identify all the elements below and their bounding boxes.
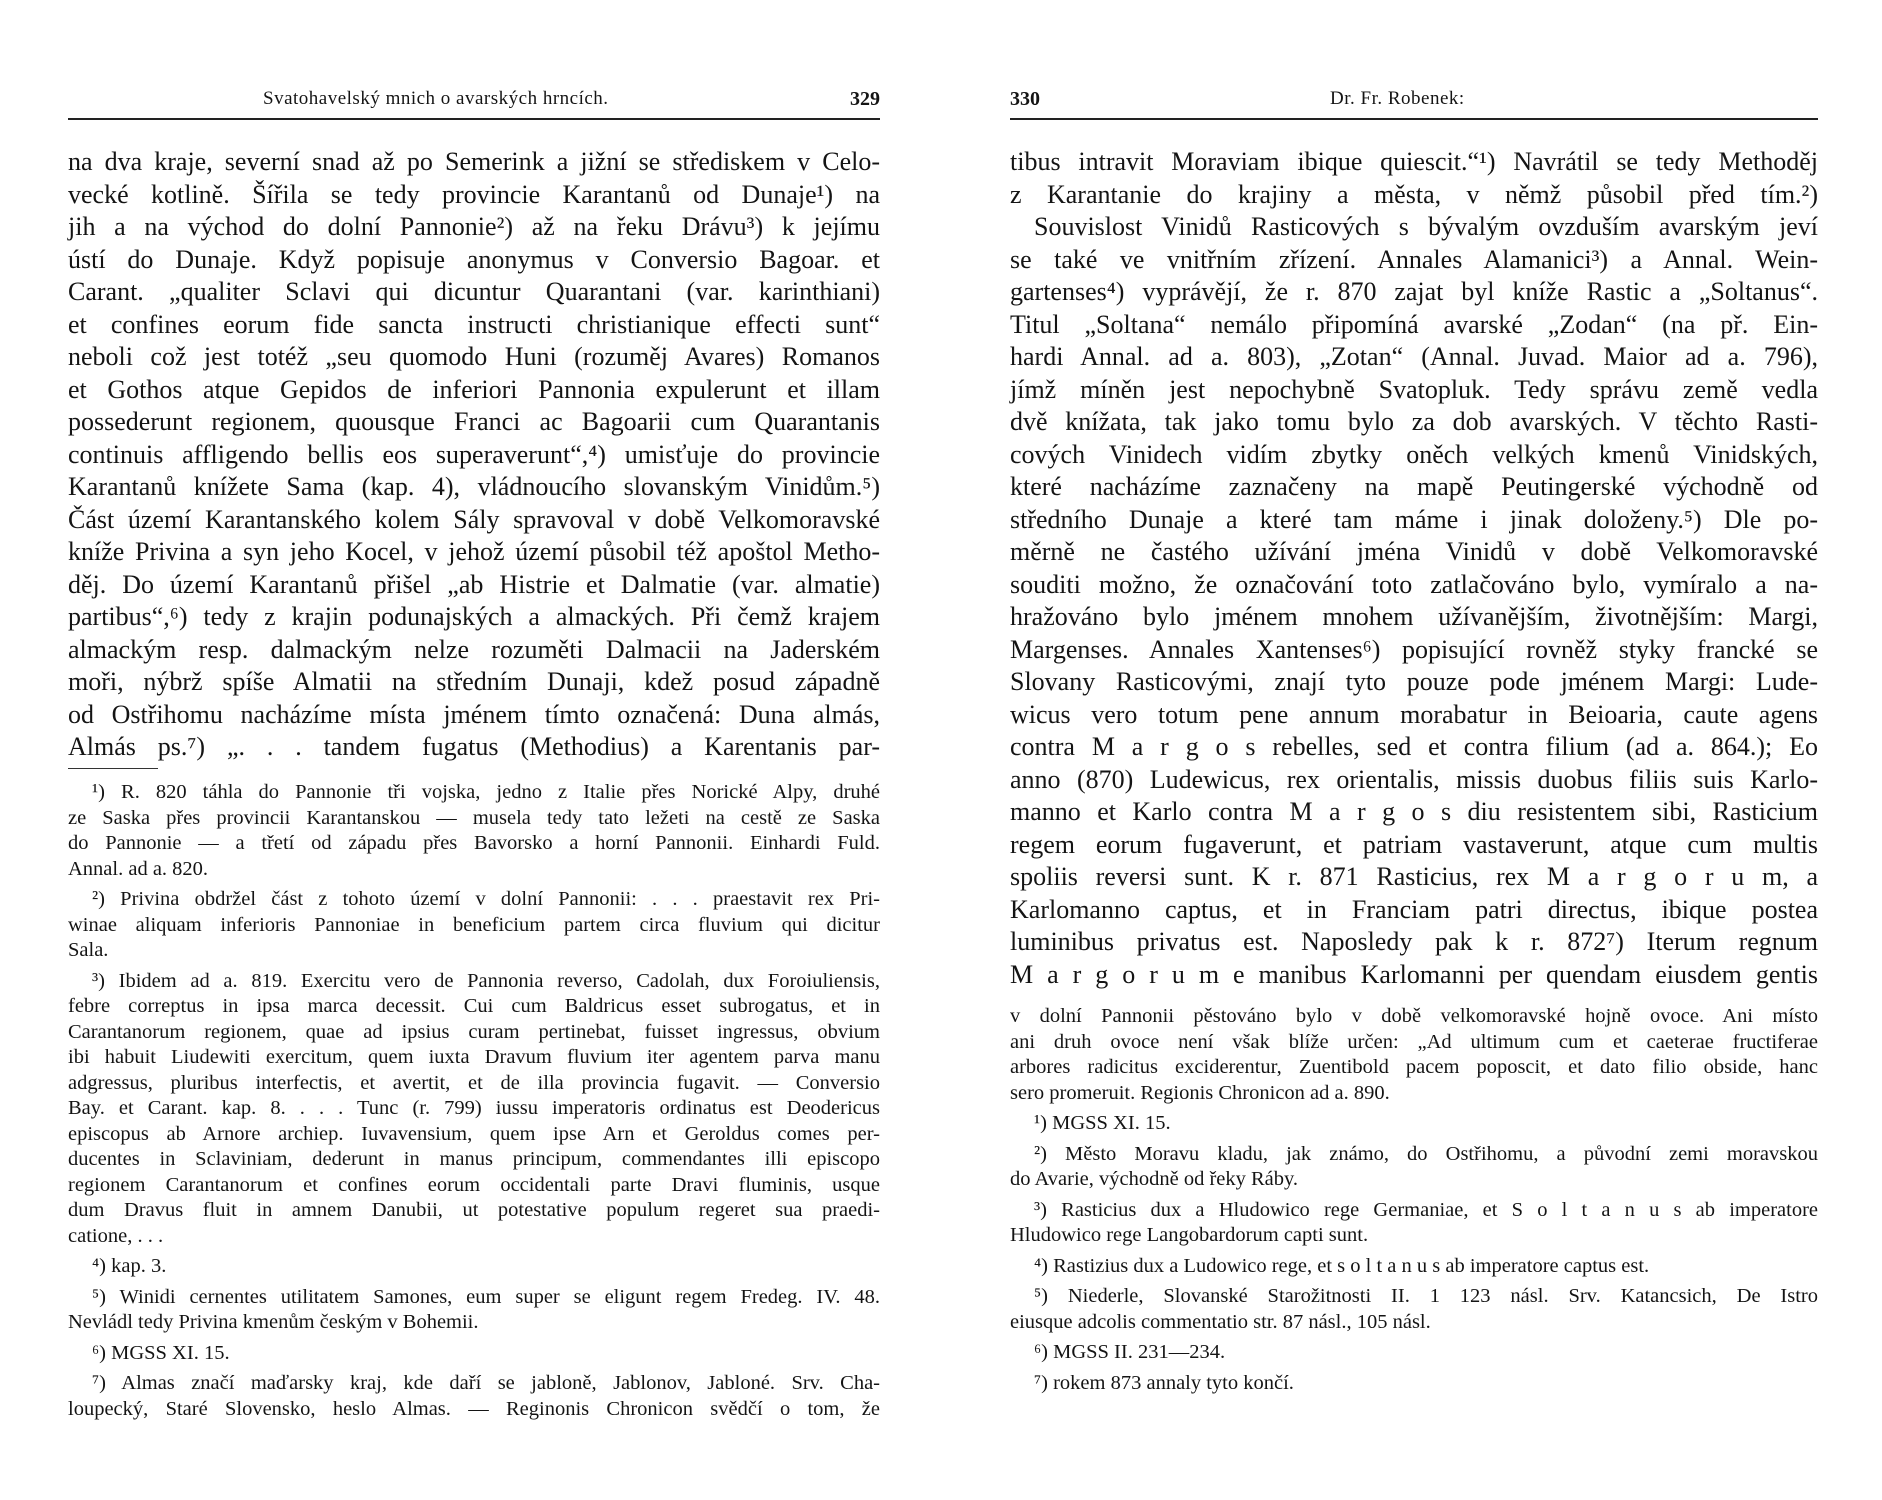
body-line: hardi Annal. ad a. 803), „Zotan“ (Annal. Juvad. Maior ad a. 796), <box>1010 342 1818 371</box>
running-title: Svatohavelský mnich o avarských hrncích. <box>263 88 609 109</box>
body-line: possederunt regionem, quousque Franci ac Bagoarii cum Quarantanis <box>68 407 880 436</box>
footnote <box>1010 1371 1818 1397</box>
footnote <box>1010 1198 1818 1249</box>
page-number: 329 <box>850 88 880 110</box>
footnote-line: ⁴) Rastizius dux a Ludowico rege, et s o l t a n u s ab imperatore captus est. <box>1034 1254 1650 1277</box>
footnote-line: adgressus, pluribus interfectis, et avertit, et de illa provincia fugavit. — Conversio <box>68 1071 880 1094</box>
footnote-line: ⁵) Niederle, Slovanské Starožitnosti II. 1 123 násl. Srv. Katancsich, De Istro <box>1034 1285 1818 1307</box>
footnote-line: regionem Carantanorum et confines eorum occidentali parte Dravi fluminis, usque <box>68 1173 880 1196</box>
body-line: luminibus privatus est. Naposledy pak k r. 872⁷) Iterum regnum <box>1010 927 1818 956</box>
footnotes <box>1010 1004 1818 1401</box>
body-line: ústí do Dunaje. Když popisuje anonymus v Conversio Bagoar. et <box>68 244 880 274</box>
page-number: 330 <box>1010 88 1040 110</box>
footnote-separator <box>68 768 158 769</box>
body-line: Margenses. Annales Xantenses⁶) popisující rovněž styky francké se <box>1010 634 1818 664</box>
running-header <box>68 88 880 116</box>
header-rule <box>68 118 880 120</box>
body-line: jih a na východ do dolní Pannonie²) až na řeku Drávu³) k jejímu <box>68 212 880 241</box>
footnote-line: Nevládl tedy Privina kmenům českým v Bohemii. <box>68 1311 479 1333</box>
footnote-line: Bay. et Carant. kap. 8. . . . Tunc (r. 799) iussu imperatoris ordinatus est Deodericus <box>68 1097 880 1119</box>
footnote-line: ¹) R. 820 táhla do Pannonie tři vojska, jedno z Italie přes Norické Alpy, druhé <box>92 781 880 803</box>
body-line: jímž míněn jest nepochybně Svatopluk. Tedy správu země vedla <box>1010 374 1818 404</box>
body-line: z Karantanie do krajiny a města, v němž působil před tím.²) <box>1010 179 1818 209</box>
footnote <box>68 1254 880 1280</box>
footnotes <box>68 780 880 1427</box>
footnote-line: episcopus ab Arnore archiep. Iuvavensium, quem ipse Arn et Geroldus comes per- <box>68 1122 880 1145</box>
body-line: Karlomanno captus, et in Franciam patri directus, ibique postea <box>1010 894 1818 924</box>
footnote <box>1010 1254 1818 1280</box>
body-line: Carant. „qualiter Sclavi qui dicuntur Quarantani (var. karinthiani) <box>68 277 880 306</box>
body-line: et Gothos atque Gepidos de inferiori Pannonia expulerunt et illam <box>68 374 880 404</box>
footnote-line: Hludowico rege Langobardorum capti sunt. <box>1010 1224 1369 1246</box>
footnote <box>68 969 880 1250</box>
body-line: hražováno bylo jménem mnohem užívanějším, životnějším: Margi, <box>1010 602 1818 631</box>
footnote <box>68 1285 880 1336</box>
body-line: Část území Karantanského kolem Sály spravoval v době Velkomoravské <box>68 504 880 534</box>
footnote-line: ³) Ibidem ad a. 819. Exercitu vero de Pannonia reverso, Cadolah, dux Foroiuliensis, <box>92 969 880 992</box>
running-header <box>1010 88 1818 116</box>
body-line: Titul „Soltana“ nemálo připomíná avarské „Zodan“ (na př. Ein- <box>1010 309 1818 339</box>
footnote-line: ducentes in Sclaviniam, dederunt in manus principum, commendantes illi episcopo <box>68 1148 880 1170</box>
footnote-line: loupecký, Staré Slovensko, heslo Almas. — Reginonis Chronicon svědčí o tom, že <box>68 1397 880 1420</box>
footnote <box>68 780 880 882</box>
footnote-line: ²) Privina obdržel část z tohoto území v dolní Pannonii: . . . praestavit rex Pri- <box>92 888 880 910</box>
footnote-line: ani druh ovoce není však blíže určen: „Ad ultimum cum et caeterae fructiferae <box>1010 1030 1818 1053</box>
footnote <box>68 1371 880 1422</box>
body-line: manno et Karlo contra M a r g o s diu resistentem sibi, Rasticium <box>1010 797 1818 826</box>
body-line: et confines eorum fide sancta instructi christianique effecti sunt“ <box>68 309 880 339</box>
body-line: cových Vinidech vidím zbytky oněch velkých kmenů Vinidských, <box>1010 439 1818 469</box>
body-line: wicus vero totum pene annum morabatur in Beioaria, caute agens <box>1010 699 1818 729</box>
body-text <box>1010 146 1818 991</box>
footnote-line: Sala. <box>68 939 109 961</box>
footnote <box>1010 1284 1818 1335</box>
footnote-line: ⁵) Winidi cernentes utilitatem Samones, eum super se eligunt regem Fredeg. IV. 48. <box>92 1285 880 1308</box>
footnote-line: Annal. ad a. 820. <box>68 857 209 880</box>
footnote-line: ¹) MGSS XI. 15. <box>1034 1112 1171 1134</box>
footnote-line: dum Dravus fluit in amnem Danubii, ut potestative populum regeret sua praedi- <box>68 1199 880 1221</box>
body-line: Slovany Rasticovými, znají tyto pouze pode jménem Margi: Lude- <box>1010 667 1818 696</box>
footnote-continuation <box>1010 1004 1818 1106</box>
footnote-line: eiusque adcolis commentatio str. 87 násl., 105 násl. <box>1010 1310 1431 1333</box>
footnote-line: ⁷) Almas značí maďarsky kraj, kde daří se jabloně, Jablonov, Jabloné. Srv. Cha- <box>92 1372 880 1394</box>
body-line: se také ve vnitřním zřízení. Annales Alamanici³) a Annal. Wein- <box>1010 244 1818 274</box>
body-line: děj. Do území Karantanů přišel „ab Histrie et Dalmatie (var. almatie) <box>68 569 880 599</box>
footnote-line: v dolní Pannonii pěstováno bylo v době velkomoravské hojně ovoce. Ani místo <box>1010 1005 1818 1027</box>
body-line: Souvislost Vinidů Rasticových s bývalým ovzduším avarským jeví <box>1034 212 1818 241</box>
body-line: středního Dunaje a které tam máme i jinak doloženy.⁵) Dle po- <box>1010 504 1818 534</box>
footnote-line: ⁶) MGSS XI. 15. <box>92 1341 230 1364</box>
body-line: měrně ne častého užívání jména Vinidů v době Velkomoravské <box>1010 537 1818 566</box>
footnote-line: ibi habuit Liudewiti exercitum, quem iuxta Dravum fluvium iter agentem parva manu <box>68 1046 880 1068</box>
body-line: Almás ps.⁷) „. . . tandem fugatus (Methodius) a Karentanis par- <box>68 732 880 761</box>
footnote-line: sero promeruit. Regionis Chronicon ad a. 890. <box>1010 1081 1390 1104</box>
footnote-line: ³) Rasticius dux a Hludowico rege Germaniae, et S o l t a n u s ab imperatore <box>1034 1198 1818 1221</box>
footnote-line: ⁷) rokem 873 annaly tyto končí. <box>1034 1371 1294 1394</box>
footnote-line: winae aliquam inferioris Pannoniae in beneficium partem circa fluvium qui dicitur <box>68 913 880 936</box>
body-line: od Ostřihomu nacházíme místa jménem tímto označená: Duna almás, <box>68 699 880 729</box>
body-line: souditi možno, že označování toto zatlačováno bylo, vymíralo a na- <box>1010 569 1818 599</box>
body-line: kníže Privina a syn jeho Kocel, v jehož území působil též apoštol Metho- <box>68 537 880 566</box>
footnote-line: ⁶) MGSS II. 231—234. <box>1034 1341 1226 1363</box>
footnote <box>68 1341 880 1367</box>
header-rule <box>1010 118 1818 120</box>
body-line: tibus intravit Moraviam ibique quiescit.“¹) Navrátil se tedy Methoděj <box>1010 147 1818 176</box>
footnote-line: ze Saska přes provincii Karantanskou — musela tedy tato ležeti na cestě ze Saska <box>68 806 880 829</box>
footnote <box>1010 1111 1818 1137</box>
body-line: moři, nýbrž spíše Almatii na středním Dunaji, kdež posud západně <box>68 667 880 696</box>
body-line: neboli což jest totéž „seu quomodo Huni (rozuměj Avares) Romanos <box>68 342 880 371</box>
body-line: dvě knížata, tak jako tomu bylo za dob avarských. V těchto Rasti- <box>1010 407 1818 436</box>
body-line: anno (870) Ludewicus, rex orientalis, missis duobus filiis suis Karlo- <box>1010 764 1818 794</box>
footnote-line: do Pannonie — a třetí od západu přes Bavorsko a horní Pannonii. Einhardi Fuld. <box>68 832 880 854</box>
body-line: spoliis reversi sunt. K r. 871 Rasticius, rex M a r g o r u m, a <box>1010 862 1818 891</box>
body-line: almackým resp. dalmackým nelze rozuměti Dalmacii na Jaderském <box>68 634 880 664</box>
footnote-line: do Avarie, východně od řeky Ráby. <box>1010 1168 1299 1190</box>
body-line: vecké kotlině. Šířila se tedy provincie Karantanů od Dunaje¹) na <box>68 179 880 209</box>
body-line: continuis affligendo bellis eos superaverunt“,⁴) umisťuje do provincie <box>68 439 880 469</box>
body-line: které nacházíme zaznačeny na mapě Peutingerské východně od <box>1010 472 1818 501</box>
body-text <box>68 146 880 764</box>
body-line: partibus“,⁶) tedy z krajin podunajských a almackých. Při čemž krajem <box>68 602 880 631</box>
body-line: gartenses⁴) vyprávějí, že r. 870 zajat byl kníže Rastic a „Soltanus“. <box>1010 277 1818 306</box>
footnote <box>68 887 880 964</box>
footnote-line: ²) Město Moravu kladu, jak známo, do Ostřihomu, a původní zemi moravskou <box>1034 1142 1818 1165</box>
body-line: na dva kraje, severní snad až po Semerink a jižní se střediskem v Celo- <box>68 147 880 176</box>
running-title: Dr. Fr. Robenek: <box>1330 88 1465 109</box>
footnote <box>1010 1340 1818 1366</box>
footnote-line: arbores radicitus exciderentur, Zuentibold pacem poposcit, et dato filio obside, hanc <box>1010 1056 1818 1078</box>
body-line: Karantanů knížete Sama (kap. 4), vládnoucího slovanským Vinidům.⁵) <box>68 472 880 501</box>
footnote-line: Carantanorum regionem, quae ad ipsius curam pertinebat, fuisset ingressus, obvium <box>68 1020 880 1043</box>
footnote <box>1010 1142 1818 1193</box>
footnote-line: ⁴) kap. 3. <box>92 1255 167 1277</box>
footnote-line: febre correptus in ipsa marca decessit. Cui cum Baldricus esset subrogatus, et in <box>68 995 880 1017</box>
footnote-line: catione, . . . <box>68 1224 164 1247</box>
body-line: regem eorum fugaverunt, et patriam vastaverunt, atque cum multis <box>1010 829 1818 859</box>
body-line: contra M a r g o s rebelles, sed et contra filium (ad a. 864.); Eo <box>1010 732 1818 761</box>
body-line: M a r g o r u m e manibus Karlomanni per quendam eiusdem gentis <box>1010 959 1818 989</box>
